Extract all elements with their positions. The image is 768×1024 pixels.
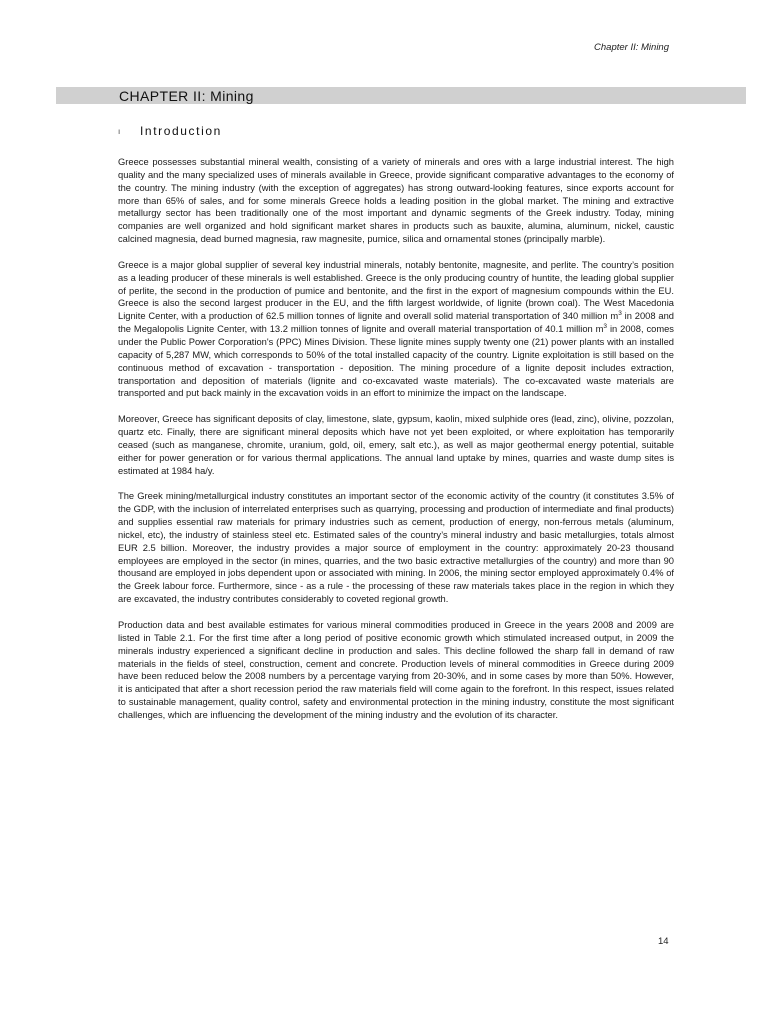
paragraph-text: in 2008 and the Megalopolis Lignite Center, with 13.2 million tonnes of lignite and overall material transportation of 40.1 million m	[118, 311, 675, 335]
paragraph: Production data and best available estimates for various mineral commodities produced in Greece in the years 2008 and 2009 are listed in Table 2.1. For the first time after a long period of positive economic growth which stimulated increased output, in 2009 the minerals industry experienced a significant decline in production and sales. This decline followed the sharp fall in demand of raw materials in the fields of steel, construction, cement and concrete. Production levels of mineral commodities in Greece during 2009 have been reduced below the 2008 numbers by a percentage varying from 20-30%, and in some cases by more than 50%. However, it is anticipated that after a short recession period the raw materials field will come again to the forefront. In this respect, issues related to sustainable management, quality control, safety and environmental protection in the mining industry, constitute the most significant challenges, which are influencing the development of the mining industry and the evolution of its character.	[118, 620, 674, 720]
running-header: Chapter II: Mining	[594, 42, 669, 53]
paragraph-text: Greece is a major global supplier of several key industrial minerals, notably bentonite, magnesite, and perlite. The country’s position as a leading producer of these minerals is well established. Greece is the only producing country of huntite, the leading global supplier of perlite, the second in the production of pumice and bentonite, and the first in the export of magnesium compounds within the EU. Greece is also the second largest producer in the EU, and the fifth largest worldwide, of lignite (brown coal). The West Macedonia Lignite Center, with a production of 62.5 million tonnes of lignite and overall solid material transportation of 340 million m	[118, 259, 674, 322]
section-title: Introduction	[140, 124, 222, 138]
section-bullet: ı	[118, 127, 121, 136]
paragraph: The Greek mining/metallurgical industry constitutes an important sector of the economic activity of the country (it constitutes 3.5% of the GDP, with the inclusion of interrelated enterprises such as quarrying, processing and production of intermediate and final products) and supplies essential raw materials for primary industries such as cement, production of energy, non-ferrous metals (aluminum, nickel, etc), the industry of stainless steel etc. Estimated sales of the country’s mineral industry and basic metallurgies, totals almost EUR 2.5 billion. Moreover, the industry provides a major source of employment in the country: approximately 20-23 thousand employees are employed in the sector (in mines, quarries, and the two basic extractive metallurgies of the country) and more than 90 thousand are employed in jobs dependent upon or associated with mining. In 2006, the mining sector employed approximately 0.4% of the Greek labour force. Furthermore, since - as a rule - the processing of these raw materials takes place in the region in which they are excavated, the industry contributes considerably to coveted regional growth.	[118, 491, 674, 605]
superscript: 3	[603, 323, 608, 331]
superscript: 3	[618, 310, 622, 318]
paragraph: Greece possesses substantial mineral wealth, consisting of a variety of minerals and ores with a large industrial interest. The high quality and the many specialized uses of minerals available in Greece, provide significant comparative advantages to the economy of the country. The mining industry (with the exception of aggregates) has strong outward-looking features, since exports account for more than 65% of sales, and for some minerals Greece holds a leading position in the global market. The mining and extractive metallurgy sector has been traditionally one of the most important and dynamic segments of the Greek industry. Today, mining companies are well organized and hold significant market shares in products such as bauxite, alumina, aluminum, nickel, caustic calcined magnesia, dead burned magnesia, raw magnesite, pumice, silica and ornamental stones (principally marble).	[118, 157, 674, 245]
paragraph	[118, 259, 674, 400]
paragraph-text: in 2008, comes under the Public Power Corporation's (PPC) Mines Division. These lignite mines supply twenty one (21) power plants with an installed capacity of 5,287 MW, which corresponds to 50% of the total installed capacity of the country. Lignite exploitation is still based on the continuous method of excavation - transportation - deposition. The mining procedure of a lignite deposit includes extraction, transportation and deposition of materials (lignite and co-excavated waste materials). The co-excavated waste materials are transported and put back mainly in the excavation voids in an effort to minimize the impact on the landscape.	[118, 324, 674, 399]
body-text	[118, 156, 674, 735]
chapter-title: CHAPTER II: Mining	[119, 88, 254, 104]
page-number: 14	[658, 936, 669, 947]
paragraph: Moreover, Greece has significant deposits of clay, limestone, slate, gypsum, kaolin, mixed sulphide ores (lead, zinc), olivine, pozzolan, quartz etc. Finally, there are significant mineral deposits which have not yet been exploited, or where exploitation has temporarily ceased (such as manganese, chromite, uranium, gold, oil, emery, salt etc.), as well as major geothermal energy potential, suitable either for power generation or for various thermal applications. The annual land uptake by mines, quarries and waste dump sites is estimated at 1984 ha/y.	[118, 414, 674, 476]
